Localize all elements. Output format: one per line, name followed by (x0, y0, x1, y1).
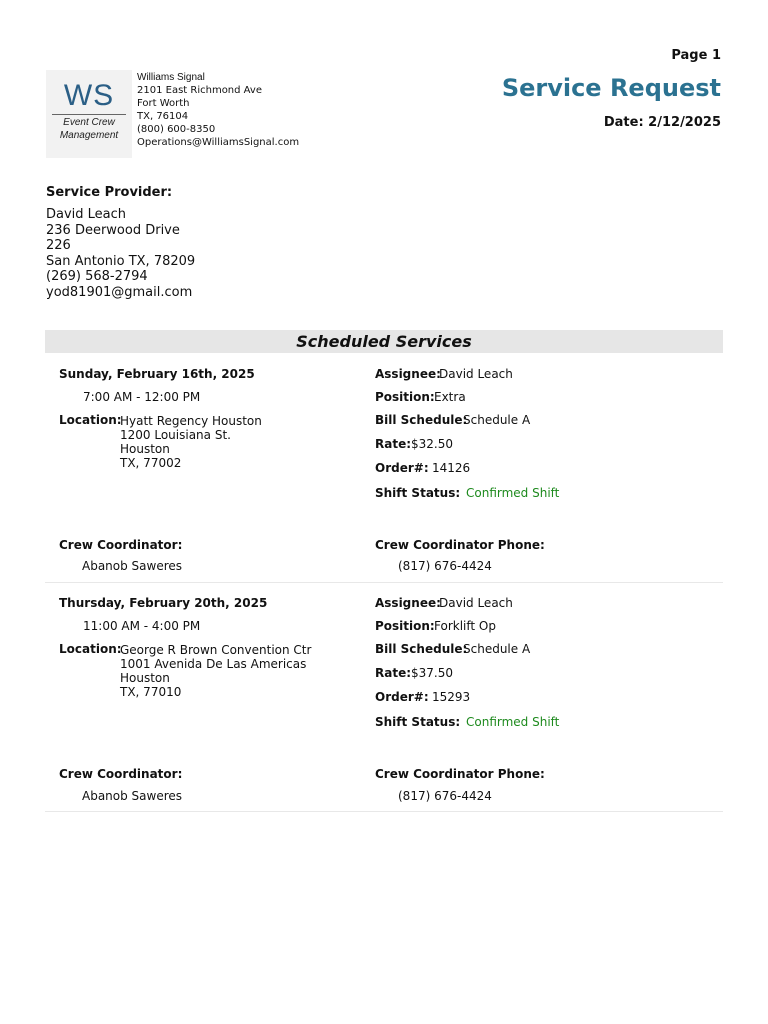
document-date: Date: 2/12/2025 (603, 115, 721, 130)
crew-coordinator-label: Crew Coordinator: (59, 767, 183, 781)
crew-coordinator-phone-label: Crew Coordinator Phone: (375, 538, 545, 552)
company-state-zip: TX, 76104 (137, 111, 189, 122)
provider-name: David Leach (46, 207, 127, 222)
rate-value: $32.50 (411, 437, 453, 451)
logo-tagline (46, 116, 132, 142)
company-street: 2101 East Richmond Ave (137, 85, 262, 96)
entry-divider (45, 811, 723, 812)
order-label: Order#: (375, 461, 429, 475)
rate-label: Rate: (375, 437, 412, 451)
service-date: Thursday, February 20th, 2025 (59, 596, 268, 610)
service-provider-label: Service Provider: (46, 185, 173, 200)
crew-coordinator-phone: (817) 676-4424 (398, 559, 492, 573)
location-line: 1200 Louisiana St. (120, 428, 231, 442)
location-address (120, 414, 262, 470)
provider-email: yod81901@gmail.com (46, 284, 193, 300)
crew-coordinator-name: Abanob Saweres (82, 559, 183, 573)
provider-street: 236 Deerwood Drive (46, 222, 180, 238)
bill-schedule-label: Bill Schedule: (375, 642, 468, 656)
location-line: 1001 Avenida De Las Americas (120, 657, 307, 671)
location-line: Houston (120, 671, 170, 685)
document-title: Service Request (501, 74, 721, 102)
bill-schedule-value: Schedule A (463, 642, 531, 656)
shift-status-label: Shift Status: (375, 715, 461, 729)
location-line: TX, 77002 (120, 456, 182, 470)
bill-schedule-label: Bill Schedule: (375, 413, 468, 427)
assignee-label: Assignee: (375, 596, 441, 610)
company-city: Fort Worth (137, 98, 190, 109)
provider-phone: (269) 568-2794 (46, 269, 148, 285)
shift-status-value: Confirmed Shift (466, 715, 560, 729)
company-address (137, 71, 299, 149)
logo-letters: WS (63, 79, 115, 112)
company-phone: (800) 600-8350 (137, 124, 216, 135)
location-line: George R Brown Convention Ctr (120, 643, 312, 657)
assignee-value: David Leach (439, 596, 513, 610)
bill-schedule-value: Schedule A (463, 413, 531, 427)
rate-value: $37.50 (411, 666, 453, 680)
provider-unit: 226 (46, 238, 71, 254)
location-address (120, 643, 311, 699)
shift-status-value: Confirmed Shift (466, 486, 560, 500)
position-value: Forklift Op (434, 619, 496, 633)
location-line: Hyatt Regency Houston (120, 414, 262, 428)
rate-label: Rate: (375, 666, 412, 680)
location-label: Location: (59, 413, 122, 427)
position-value: Extra (434, 390, 466, 404)
assignee-value: David Leach (439, 367, 513, 381)
company-email: Operations@WilliamsSignal.com (137, 137, 300, 148)
service-time: 11:00 AM - 4:00 PM (83, 619, 201, 633)
location-line: Houston (120, 442, 170, 456)
shift-status-label: Shift Status: (375, 486, 461, 500)
order-value: 14126 (432, 461, 471, 475)
location-label: Location: (59, 642, 122, 656)
position-label: Position: (375, 619, 435, 633)
crew-coordinator-phone: (817) 676-4424 (398, 789, 492, 803)
company-name: Williams Signal (137, 72, 205, 83)
service-entry (45, 582, 723, 812)
service-provider-info (46, 207, 195, 301)
service-entry (45, 353, 723, 583)
page-number: Page 1 (671, 48, 721, 63)
order-label: Order#: (375, 690, 429, 704)
service-date: Sunday, February 16th, 2025 (59, 367, 255, 381)
logo-tagline-line2: Management (59, 130, 119, 141)
location-line: TX, 77010 (120, 685, 182, 699)
crew-coordinator-name: Abanob Saweres (82, 789, 183, 803)
crew-coordinator-label: Crew Coordinator: (59, 538, 183, 552)
position-label: Position: (375, 390, 435, 404)
logo-tagline-line1: Event Crew (63, 117, 115, 128)
crew-coordinator-phone-label: Crew Coordinator Phone: (375, 767, 545, 781)
section-title-band: Scheduled Services (45, 330, 723, 353)
company-logo (46, 70, 132, 158)
order-value: 15293 (432, 690, 471, 704)
assignee-label: Assignee: (375, 367, 441, 381)
logo-divider (52, 114, 126, 115)
service-time: 7:00 AM - 12:00 PM (83, 390, 201, 404)
provider-city: San Antonio TX, 78209 (46, 253, 196, 269)
